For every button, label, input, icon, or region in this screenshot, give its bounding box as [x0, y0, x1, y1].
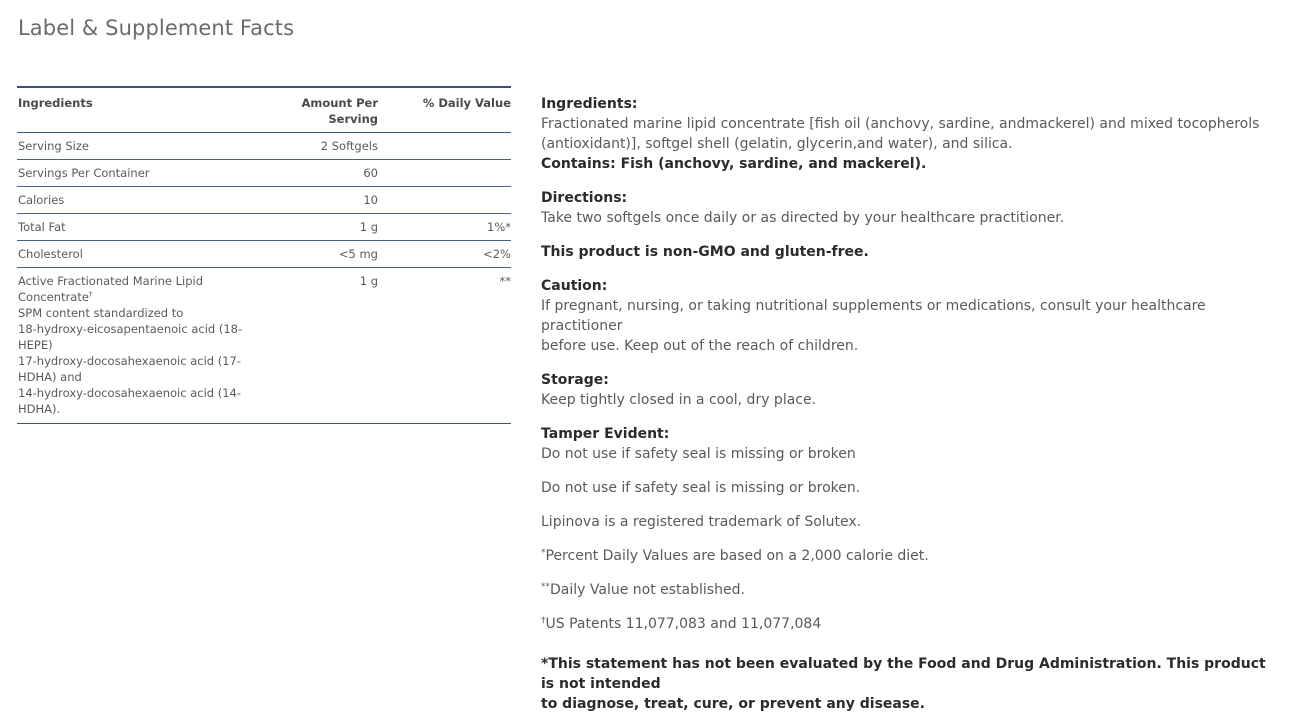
- row-amount: 2 Softgels: [320, 139, 378, 153]
- active-amount: 1 g: [359, 274, 378, 288]
- footnote-text: Percent Daily Values are based on a 2,000 calorie diet.: [545, 548, 929, 564]
- trademark-note: Lipinova is a registered trademark of Solutex.: [541, 514, 862, 530]
- active-daily-value: **: [499, 274, 511, 288]
- tamper-label: Tamper Evident:: [541, 426, 670, 442]
- active-name-line1: Active Fractionated Marine Lipid: [18, 274, 204, 288]
- ingredients-section: [541, 94, 1276, 174]
- row-daily-value: [378, 133, 511, 159]
- ingredients-label: Ingredients:: [541, 96, 638, 112]
- asterisk-mark: *: [541, 548, 546, 558]
- footnote-text: US Patents 11,077,083 and 11,077,084: [545, 616, 822, 632]
- caution-text-line1: If pregnant, nursing, or taking nutritional supplements or medications, consult your healthcare practitioner: [541, 298, 1206, 334]
- row-amount: 1 g: [359, 220, 378, 234]
- storage-section: [541, 370, 1276, 410]
- row-daily-value: [378, 160, 511, 186]
- table-row: [17, 133, 511, 160]
- header-amount-line2: Serving: [328, 112, 378, 126]
- ingredients-text-line1: Fractionated marine lipid concentrate [fish oil (anchovy, sardine, andmackerel) and mixed tocopherols: [541, 116, 1260, 132]
- active-detail: HDHA) and: [18, 370, 82, 384]
- row-name: Servings Per Container: [18, 166, 150, 180]
- tamper-text: Do not use if safety seal is missing or broken: [541, 446, 856, 462]
- allergen-contains: Contains: Fish (anchovy, sardine, and mackerel).: [541, 156, 927, 172]
- tamper-section: [541, 424, 1276, 464]
- table-row: [17, 241, 511, 268]
- label-info-column: [541, 94, 1276, 714]
- directions-text: Take two softgels once daily or as directed by your healthcare practitioner.: [541, 210, 1065, 226]
- active-ingredient-name: [17, 268, 298, 423]
- table-row: [17, 214, 511, 241]
- seal-note: Do not use if safety seal is missing or broken.: [541, 480, 861, 496]
- row-name: Serving Size: [18, 139, 89, 153]
- active-detail: 17-hydroxy-docosahexaenoic acid (17-: [18, 354, 242, 368]
- header-daily-value: % Daily Value: [422, 96, 511, 110]
- row-daily-value: 1%*: [487, 220, 511, 234]
- supplement-facts-table: [17, 86, 511, 424]
- active-detail: 14-hydroxy-docosahexaenoic acid (14-: [18, 386, 242, 400]
- row-daily-value: [378, 187, 511, 213]
- caution-text-line2: before use. Keep out of the reach of children.: [541, 338, 859, 354]
- header-amount-line1: Amount Per: [301, 96, 378, 110]
- row-amount: 10: [363, 193, 378, 207]
- directions-label: Directions:: [541, 190, 628, 206]
- storage-text: Keep tightly closed in a cool, dry place.: [541, 392, 817, 408]
- active-name-line2: [18, 289, 298, 305]
- caution-label: Caution:: [541, 278, 608, 294]
- table-row-active-ingredient: [17, 268, 511, 423]
- ingredients-text-line2: (antioxidant)], softgel shell (gelatin, glycerin,and water), and silica.: [541, 136, 1013, 152]
- non-gmo-statement: This product is non-GMO and gluten-free.: [541, 244, 869, 260]
- active-detail: HEPE): [18, 338, 53, 352]
- double-asterisk-mark: **: [541, 582, 550, 592]
- row-name: Total Fat: [18, 220, 66, 234]
- footnote-text: Daily Value not established.: [550, 582, 745, 598]
- table-header-row: [17, 88, 511, 133]
- disclaimer-line2: to diagnose, treat, cure, or prevent any disease.: [541, 696, 925, 712]
- footnote-not-established: [541, 580, 1276, 600]
- table-row: [17, 160, 511, 187]
- active-detail: 18-hydroxy-eicosapentaenoic acid (18-: [18, 322, 243, 336]
- dagger-mark: †: [541, 616, 546, 626]
- fda-disclaimer: [541, 654, 1276, 714]
- row-name: Calories: [18, 193, 65, 207]
- directions-section: [541, 188, 1276, 228]
- row-name: Cholesterol: [18, 247, 83, 261]
- table-row: [17, 187, 511, 214]
- footnote-patents: [541, 614, 1276, 634]
- active-detail: HDHA).: [18, 402, 61, 416]
- active-name-text: Concentrate: [18, 290, 89, 304]
- row-amount: <5 mg: [338, 247, 378, 261]
- caution-section: [541, 276, 1276, 356]
- storage-label: Storage:: [541, 372, 609, 388]
- active-detail: SPM content standardized to: [18, 306, 184, 320]
- row-daily-value: <2%: [483, 247, 511, 261]
- header-ingredients: Ingredients: [18, 96, 93, 110]
- header-amount-per-serving: [298, 88, 378, 132]
- footnote-daily-values: [541, 546, 1276, 566]
- dagger-mark: †: [88, 290, 93, 298]
- page-title: Label & Supplement Facts: [18, 16, 295, 40]
- disclaimer-line1: *This statement has not been evaluated by the Food and Drug Administration. This product is not intended: [541, 656, 1266, 692]
- row-amount: 60: [363, 166, 378, 180]
